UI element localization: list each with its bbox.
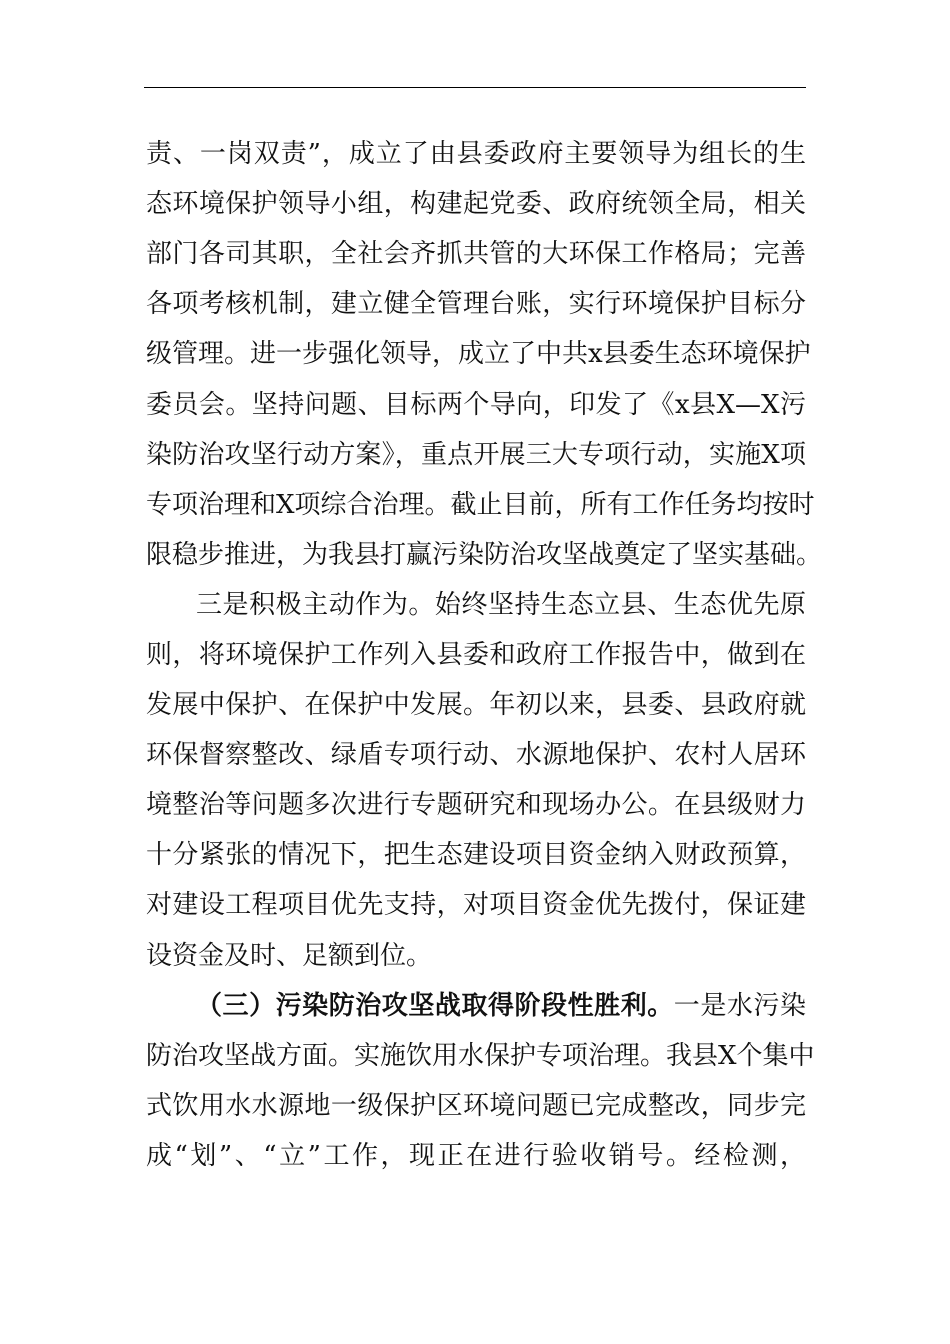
text-line: 态环境保护领导小组，构建起党委、政府统领全局，相关 xyxy=(146,189,806,219)
text-line: 防治攻坚战方面。实施饮用水保护专项治理。我县X个集中 xyxy=(146,1041,815,1071)
text-line: 则，将环境保护工作列入县委和政府工作报告中，做到在 xyxy=(146,640,806,670)
text-line: 成“划”、“立”工作，现正在进行验收销号。经检测， xyxy=(146,1141,806,1171)
section-heading: （三）污染防治攻坚战取得阶段性胜利。 xyxy=(196,991,674,1021)
text-line: 十分紧张的情况下，把生态建设项目资金纳入财政预算， xyxy=(146,840,806,870)
text-line: 责、一岗双责”，成立了由县委政府主要领导为组长的生 xyxy=(146,139,806,169)
text-line: 级管理。进一步强化领导，成立了中共x县委生态环境保护 xyxy=(146,339,811,369)
text-line: 发展中保护、在保护中发展。年初以来，县委、县政府就 xyxy=(146,690,806,720)
paragraph-first-line: 三是积极主动作为。始终坚持生态立县、生态优先原 xyxy=(196,590,806,620)
text-line: 式饮用水水源地一级保护区环境问题已完成整改，同步完 xyxy=(146,1091,806,1121)
text-line: 限稳步推进，为我县打赢污染防治攻坚战奠定了坚实基础。 xyxy=(146,540,823,570)
text-line: 委员会。坚持问题、目标两个导向，印发了《x县X—X污 xyxy=(146,390,806,420)
text-line: 部门各司其职，全社会齐抓共管的大环保工作格局；完善 xyxy=(146,239,806,269)
text-line: 各项考核机制，建立健全管理台账，实行环境保护目标分 xyxy=(146,289,806,319)
header-rule xyxy=(144,87,806,88)
text-line: 专项治理和X项综合治理。截止目前，所有工作任务均按时 xyxy=(146,490,815,520)
text-line: 对建设工程项目优先支持，对项目资金优先拨付，保证建 xyxy=(146,890,806,920)
text-line: 环保督察整改、绿盾专项行动、水源地保护、农村人居环 xyxy=(146,740,806,770)
text-line: 染防治攻坚行动方案》，重点开展三大专项行动，实施X项 xyxy=(146,440,806,470)
section-heading-continuation: 一是水污染 xyxy=(673,991,806,1021)
text-line: 设资金及时、足额到位。 xyxy=(146,941,433,971)
text-line: 境整治等问题多次进行专题研究和现场办公。在县级财力 xyxy=(146,790,806,820)
section-heading-line xyxy=(196,986,806,1026)
